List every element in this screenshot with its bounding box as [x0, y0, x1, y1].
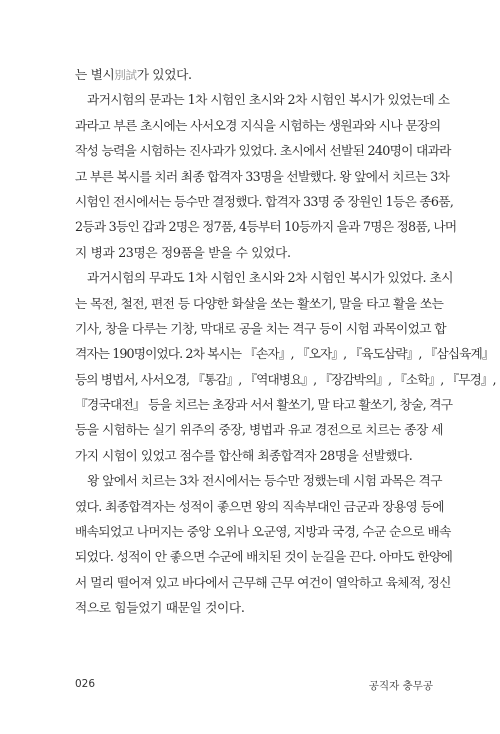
text-line: 과거시험의 문과는 1차 시험인 초시와 2차 시험인 복시가 있었는데 소 — [87, 92, 450, 108]
text-line: 2등과 3등인 갑과 2명은 정7품, 4등부터 10등까지 을과 7명은 정8품, 나머 — [75, 219, 457, 235]
running-title: 공직자 충무공 — [368, 680, 433, 692]
page-number: 026 — [75, 678, 96, 690]
text-line: 지 병과 23명은 정9품을 받을 수 있었다. — [75, 244, 291, 260]
text-fragment: 가 있었다. — [136, 67, 192, 82]
text-line: 적으로 힘들었기 때문일 것이다. — [75, 600, 245, 616]
text-line: 등을 시험하는 실기 위주의 중장, 병법과 유교 경전으로 치르는 종장 세 — [75, 422, 444, 438]
text-line: 작성 능력을 시험하는 진사과가 있었다. 초시에서 선발된 240명이 대과라 — [75, 143, 451, 159]
text-line: 과라고 부른 초시에는 사서오경 지식을 시험하는 생원과와 시나 문장의 — [75, 117, 441, 133]
text-line: 『경국대전』 등을 치르는 초장과 서서 활쏘기, 말 타고 활쏘기, 창술, 격구 — [75, 397, 453, 413]
text-line: 격자는 190명이었다. 2차 복시는 『손자』, 『오자』, 『육도삼략』, 『삼십육계』 — [75, 346, 494, 362]
body-text — [75, 62, 496, 621]
page-footer — [75, 678, 433, 693]
text-fragment: 는 별시 — [75, 67, 115, 82]
text-line: 는 목전, 철전, 편전 등 다양한 화살을 쏘는 활쏘기, 말을 타고 활을 쏘는 — [75, 295, 444, 311]
text-line — [75, 62, 431, 87]
text-line: 기사, 창을 다루는 기창, 막대로 공을 치는 격구 등이 시험 과목이었고 합 — [75, 320, 446, 336]
text-line: 고 부른 복시를 치러 최종 합격자 33명을 선발했다. 왕 앞에서 치르는 3차 — [75, 168, 450, 184]
text-line: 등의 병법서, 사서오경, 『통감』, 『역대병요』, 『장감박의』, 『소학』, 『무경』, — [75, 371, 496, 387]
text-line: 가지 시험이 있었고 점수를 합산해 최종합격자 28명을 선발했다. — [75, 447, 413, 463]
text-line: 였다. 최종합격자는 성적이 좋으면 왕의 직속부대인 금군과 장용영 등에 — [75, 498, 444, 514]
text-line: 과거시험의 무과도 1차 시험인 초시와 2차 시험인 복시가 있었다. 초시 — [87, 270, 453, 286]
text-line: 왕 앞에서 치르는 3차 전시에서는 등수만 정했는데 시험 과목은 격구 — [87, 473, 442, 489]
text-line: 배속되었고 나머지는 중앙 오위나 오군영, 지방과 국경, 수군 순으로 배속 — [75, 524, 451, 540]
text-line: 서 멀리 떨어져 있고 바다에서 근무해 근무 여건이 열악하고 육체적, 정신 — [75, 574, 451, 590]
hanja-annotation: 別試 — [114, 68, 137, 82]
text-line: 되었다. 성적이 안 좋으면 수군에 배치된 것이 눈길을 끈다. 아마도 한양에 — [75, 549, 453, 565]
text-line: 시험인 전시에서는 등수만 결정했다. 합격자 33명 중 장원인 1등은 종6품, — [75, 193, 454, 209]
